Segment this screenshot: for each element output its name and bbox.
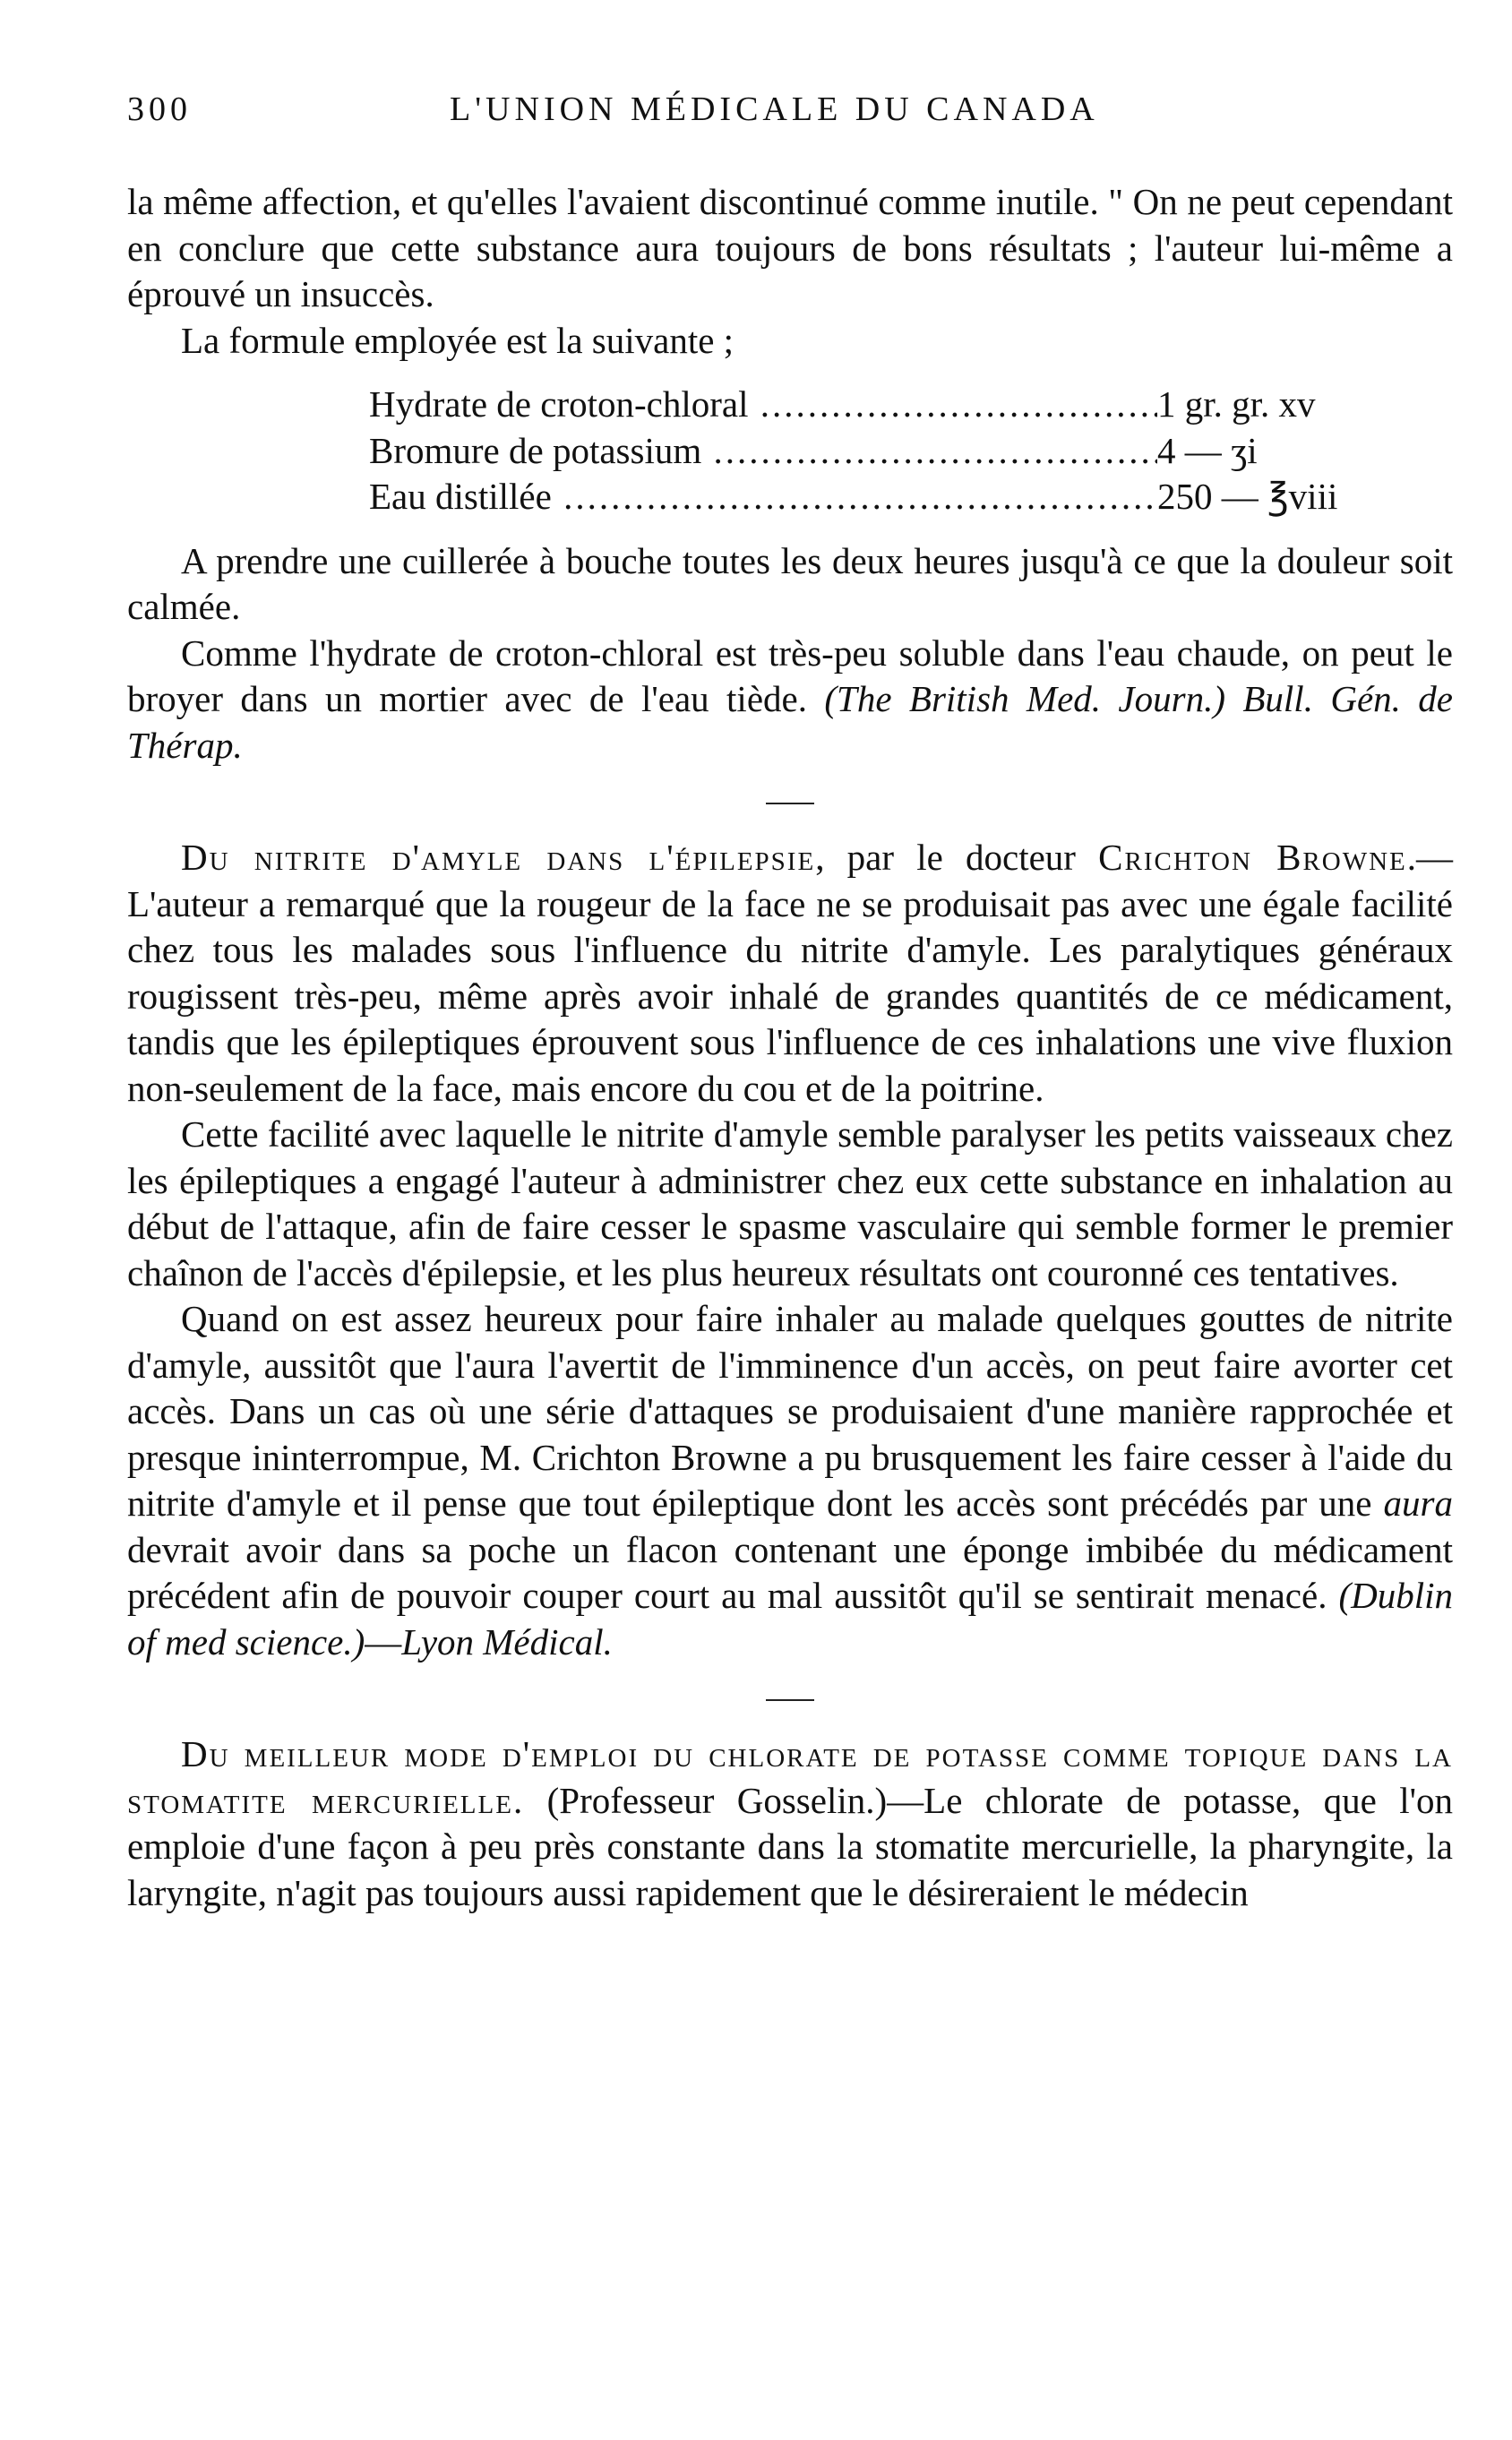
source-citation: Lyon Médical. [401,1620,613,1662]
article-body [127,179,1453,1916]
paragraph-text: .—L'auteur a remarqué que la rougeur de la face ne se produisait pas avec une égale facilité chez tous les malades sous l'influence du nitrite d'amyle. Les paralytiques généraux rougissent très-peu, même après avoir inhalé de grandes quantités de ce médicament, tandis que les épileptiques éprouvent sous l'influence de ces inhalations une vive fluxion non-seulement de la face, mais encore du cou et de la poitrine. [127,837,1454,1109]
ingredient-quantity: 4 — ʒi [1157,429,1258,471]
paragraph: la même affection, et qu'elles l'avaient discontinué comme inutile. " On ne peut cependant en conclure que cette substance aura toujours de bons résultats ; l'auteur lui-même a éprouvé un insuccès. [127,181,1453,314]
section-divider [766,803,814,804]
paragraph-text: Comme l'hydrate de croton-chloral est très-peu soluble dans l'eau chaude, on peut le broyer dans un mortier avec de l'eau tiède. [127,631,1453,719]
ingredient-name: Hydrate de croton-chloral ..... [369,382,1157,428]
formula-row [369,474,1363,520]
formula-row [369,382,1363,428]
paragraph [127,1296,1453,1665]
section-title: Du nitrite d'amyle dans l'épilepsie [181,837,816,878]
emphasis: aura [1383,1482,1453,1524]
ingredient-name: Bromure de potassium ..... [369,428,1157,475]
prescription-formula [369,382,1363,520]
paragraph-text: Quand on est assez heureux pour faire inhaler au malade quelques gouttes de nitrite d'amyle, aussitôt que l'aura l'avertit de l'imminence d'un accès, on peut faire avorter cet accès. Dans un cas où une série d'attaques se produisaient d'une manière rapprochée et presque ininterrompue, M. Crichton Browne a pu brusquement les faire cesser à l'aide du nitrite d'amyle et il pense que tout épileptique dont les accès sont précédés par une [127,1298,1453,1524]
running-title: L'UNION MÉDICALE DU CANADA [450,90,1099,128]
author-name: Crichton Browne [1098,837,1407,878]
section-divider [766,1699,814,1701]
ingredient-quantity: 1 gr. gr. xv [1157,383,1316,425]
ingredient-quantity: 250 — ℥viii [1157,476,1338,517]
paragraph: Cette facilité avec laquelle le nitrite d'amyle semble paralyser les petits vaisseaux chez les épileptiques a engagé l'auteur à administrer chez eux cette substance en inhalation au début de l'attaque, afin de faire cesser le spasme vasculaire qui semble former le premier chaînon de l'accès d'épilepsie, et les plus heureux résultats ont couronné ces tentatives. [127,1113,1453,1293]
page-number: 300 [127,90,192,128]
page-header [127,90,1453,143]
ingredient-name: Eau distillée ..... [369,474,1157,520]
author-intro: , par le docteur [815,837,1076,878]
paragraph-text: —Le chlorate de potasse, que l'on emploie d'une façon à peu près constante dans la stomatite mercurielle, la pharyngite, la laryngite, n'agit pas toujours aussi rapidement que le désireraient le médecin [127,1779,1454,1913]
source-citation: Bull. Gén. de Thérap. [127,678,1453,766]
source-citation: (The British Med. Journ.) [824,678,1225,719]
citation-separator: — [365,1620,402,1662]
paragraph [127,631,1453,769]
paragraph: La formule employée est la suivante ; [181,319,735,361]
section-title: Du meilleur mode d'emploi du chlorate de potasse comme topique dans la stomatite mercurielle. [127,1733,1453,1821]
author-name: (Professeur Gosselin.) [546,1779,888,1821]
paragraph [127,1731,1453,1916]
paragraph [127,835,1453,1112]
formula-row [369,428,1363,475]
paragraph: A prendre une cuillerée à bouche toutes les deux heures jusqu'à ce que la douleur soit calmée. [127,539,1453,627]
source-citation: (Dublin of med science.) [127,1575,1454,1662]
paragraph-text: devrait avoir dans sa poche un flacon contenant une éponge imbibée du médicament précédent afin de pouvoir couper court au mal aussitôt qu'il se sentirait menacé. [127,1528,1453,1616]
